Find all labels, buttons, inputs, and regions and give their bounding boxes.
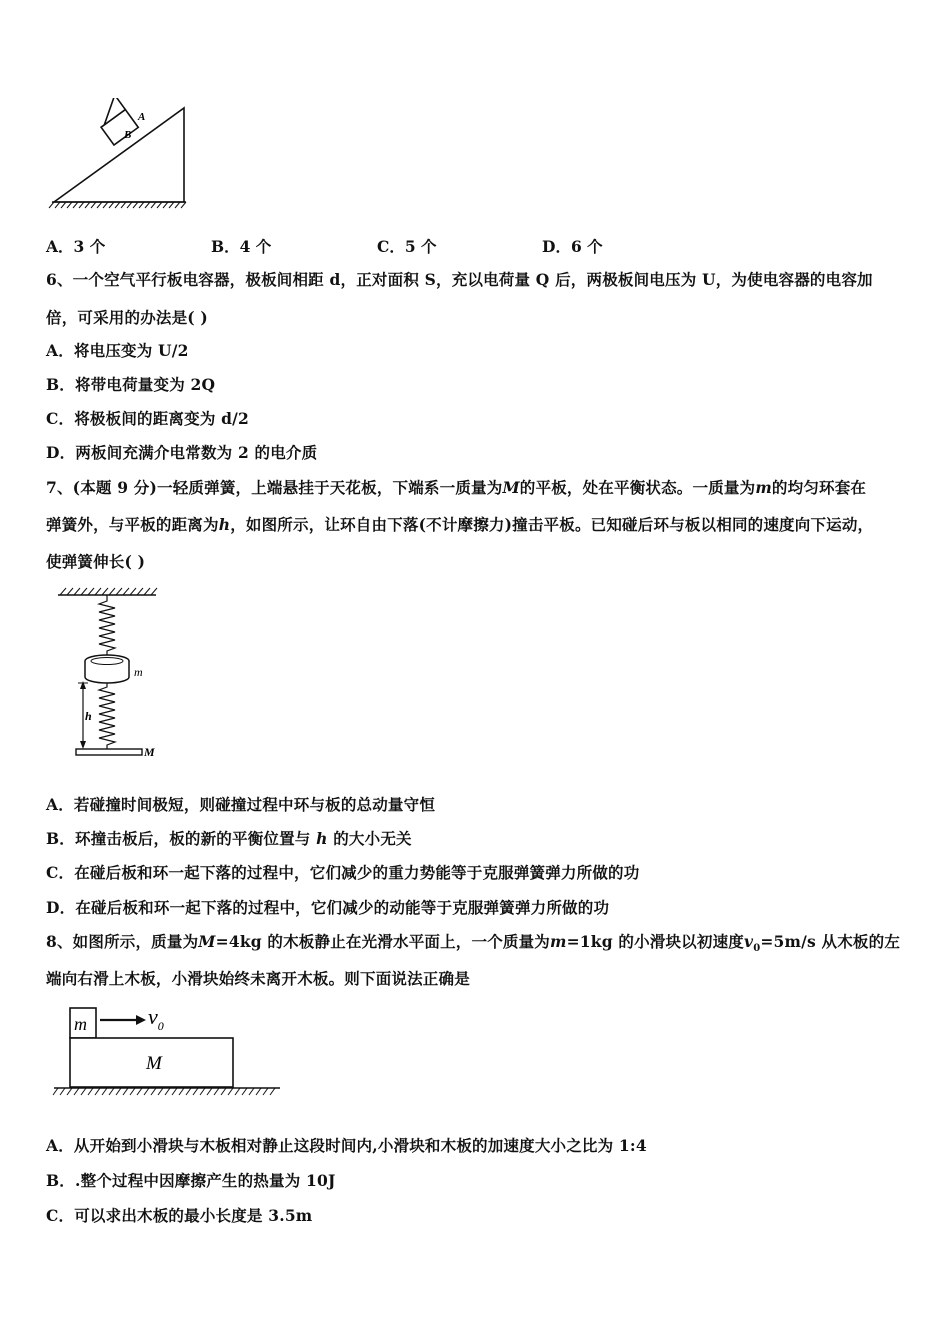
q6-option-c[interactable]: C．将极板间的距离变为 d/2 <box>46 409 250 428</box>
velocity-label: $v_0$ <box>148 1004 164 1033</box>
q6-option-b[interactable]: B．将带电荷量变为 2Q <box>46 375 216 394</box>
q8-option-a[interactable]: A．从开始到小滑块与木板相对静止这段时间内,小滑块和木板的加速度大小之比为 1:4 <box>46 1136 647 1155</box>
q5-option-c[interactable]: C．5 个 <box>377 237 437 256</box>
board-block-figure <box>50 1000 290 1102</box>
q8-stem-line1: 8、如图所示，质量为M=4kg 的木板静止在光滑水平面上，一个质量为m=1kg 的小滑块以初速度$v_0=5m/s$ 从木板的左 <box>46 932 901 955</box>
q8-option-c[interactable]: C．可以求出木板的最小长度是 3.5m <box>46 1206 313 1225</box>
q7-option-b[interactable]: B．环撞击板后，板的新的平衡位置与 h 的大小无关 <box>46 829 412 848</box>
ring-mass-label: m <box>134 665 143 679</box>
q7-option-d[interactable]: D．在碰后板和环一起下落的过程中，它们减少的动能等于克服弹簧弹力所做的功 <box>46 898 610 917</box>
q7-option-a[interactable]: A．若碰撞时间极短，则碰撞过程中环与板的总动量守恒 <box>46 795 436 814</box>
q6-stem-line2: 倍，可采用的办法是( ) <box>46 308 208 327</box>
q6-option-d[interactable]: D．两板间充满介电常数为 2 的电介质 <box>46 443 318 462</box>
board-label: M <box>146 1053 162 1074</box>
q8-option-b[interactable]: B．.整个过程中因摩擦产生的热量为 10J <box>46 1171 336 1190</box>
small-block-label: m <box>74 1014 87 1034</box>
q5-option-a[interactable]: A．3 个 <box>46 237 106 256</box>
q8-stem-line2: 端向右滑上木板，小滑块始终未离开木板。则下面说法正确是 <box>46 969 470 988</box>
q5-options <box>46 235 746 257</box>
block-b-label: B <box>124 129 132 141</box>
spring-figure <box>50 585 170 763</box>
q6-option-a[interactable]: A．将电压变为 U/2 <box>46 341 189 360</box>
q7-option-c[interactable]: C．在碰后板和环一起下落的过程中，它们减少的重力势能等于克服弹簧弹力所做的功 <box>46 863 640 882</box>
plate-mass-label: M <box>144 745 155 759</box>
incline-figure <box>48 98 193 210</box>
q6-stem-line1: 6、一个空气平行板电容器，极板间相距 d，正对面积 S，充以电荷量 Q 后，两极板间电压为 U，为使电容器的电容加 <box>46 270 873 289</box>
height-label: h <box>85 709 92 723</box>
q7-stem-line3: 使弹簧伸长( ) <box>46 552 146 571</box>
q5-option-b[interactable]: B．4 个 <box>211 237 272 256</box>
q7-stem-line1: 7、(本题 9 分)一轻质弹簧，上端悬挂于天花板，下端系一质量为M的平板，处在平衡状态。一质量为m的均匀环套在 <box>46 478 867 497</box>
q7-stem-line2: 弹簧外，与平板的距离为h，如图所示，让环自由下落(不计摩擦力)撞击平板。已知碰后环与板以相同的速度向下运动， <box>46 515 874 534</box>
q5-option-d[interactable]: D．6 个 <box>542 237 603 256</box>
block-a-label: A <box>138 111 146 123</box>
